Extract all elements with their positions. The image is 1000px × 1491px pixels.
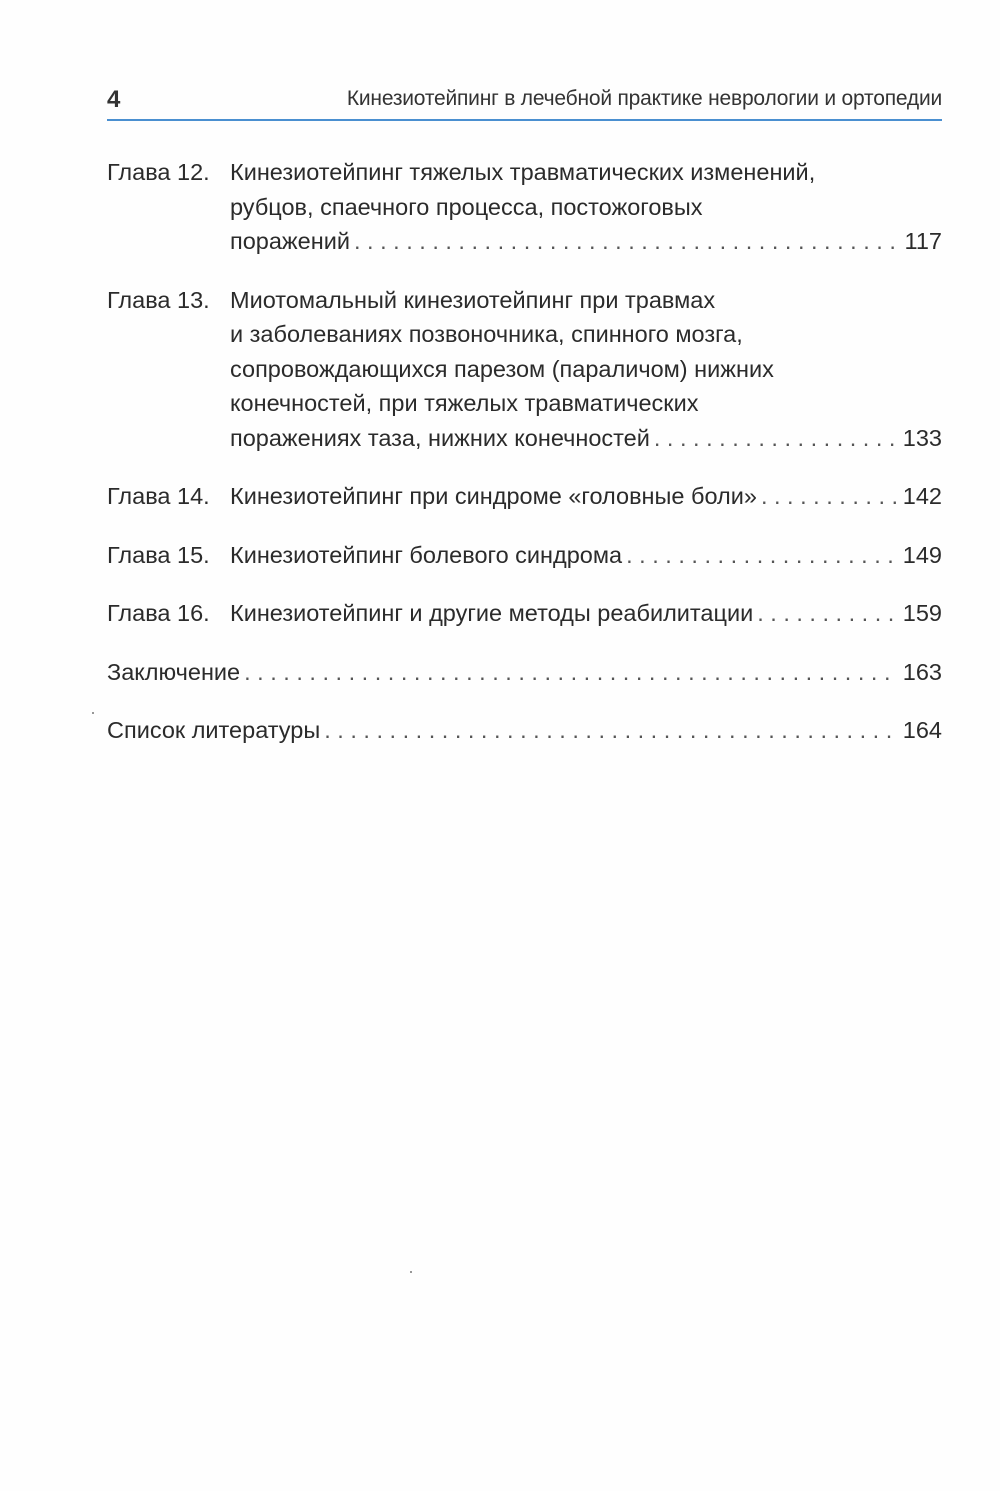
page-ref: 133 <box>902 424 942 451</box>
dot-leader <box>761 479 899 514</box>
chapter-title-line: Кинезиотейпинг болевого синдрома <box>230 541 623 568</box>
dot-leader <box>626 538 899 573</box>
chapter-label: Глава 15. <box>107 541 210 568</box>
chapter-label: Глава 12. <box>107 159 210 185</box>
page-ref: 164 <box>902 717 942 743</box>
dot-leader <box>757 596 899 631</box>
page-ref: 142 <box>902 483 942 509</box>
chapter-title-line: поражений <box>230 228 350 254</box>
dot-leader <box>654 421 899 456</box>
chapter-title-line: сопровождающихся парезом (параличом) нижних <box>230 355 774 382</box>
chapter-label: Глава 13. <box>107 286 210 313</box>
chapter-title-line: рубцов, спаечного процесса, постожоговых <box>230 193 703 220</box>
dot-leader <box>324 713 899 748</box>
entry-title: Список литературы <box>107 717 321 743</box>
table-of-contents <box>107 155 942 748</box>
chapter-title-line: конечностей, при тяжелых травматических <box>230 390 699 416</box>
scan-speck <box>92 712 94 714</box>
page-ref: 159 <box>902 600 942 626</box>
chapter-title-line: Кинезиотейпинг и другие методы реабилитации <box>230 600 754 626</box>
toc-entry-chapter-16[interactable] <box>107 596 942 631</box>
page-ref: 149 <box>902 541 942 568</box>
running-header <box>107 82 942 116</box>
chapter-label: Глава 16. <box>107 600 210 626</box>
toc-entry-chapter-13[interactable] <box>107 283 942 456</box>
page-ref: 117 <box>904 228 942 254</box>
toc-entry-references[interactable] <box>107 713 942 748</box>
chapter-title-line: Кинезиотейпинг при синдроме «головные боли» <box>230 483 757 509</box>
scan-speck <box>410 1271 412 1273</box>
page-ref: 163 <box>902 658 942 685</box>
entry-title: Заключение <box>107 658 241 685</box>
chapter-title-line: Кинезиотейпинг тяжелых травматических изменений, <box>230 159 816 185</box>
dot-leader <box>244 655 899 690</box>
chapter-title-line: поражениях таза, нижних конечностей <box>230 424 650 451</box>
chapter-title-line: Миотомальный кинезиотейпинг при травмах <box>230 286 716 313</box>
page-number: 4 <box>107 86 121 113</box>
chapter-title-line: и заболеваниях позвоночника, спинного мозга, <box>230 321 743 347</box>
toc-entry-chapter-15[interactable] <box>107 538 942 573</box>
running-title: Кинезиотейпинг в лечебной практике неврологии и ортопедии <box>346 87 942 110</box>
toc-entry-chapter-12[interactable] <box>107 155 942 259</box>
dot-leader <box>354 224 901 259</box>
toc-entry-conclusion[interactable] <box>107 655 942 690</box>
header-rule <box>107 119 942 121</box>
toc-entry-chapter-14[interactable] <box>107 479 942 514</box>
chapter-label: Глава 14. <box>107 483 210 509</box>
